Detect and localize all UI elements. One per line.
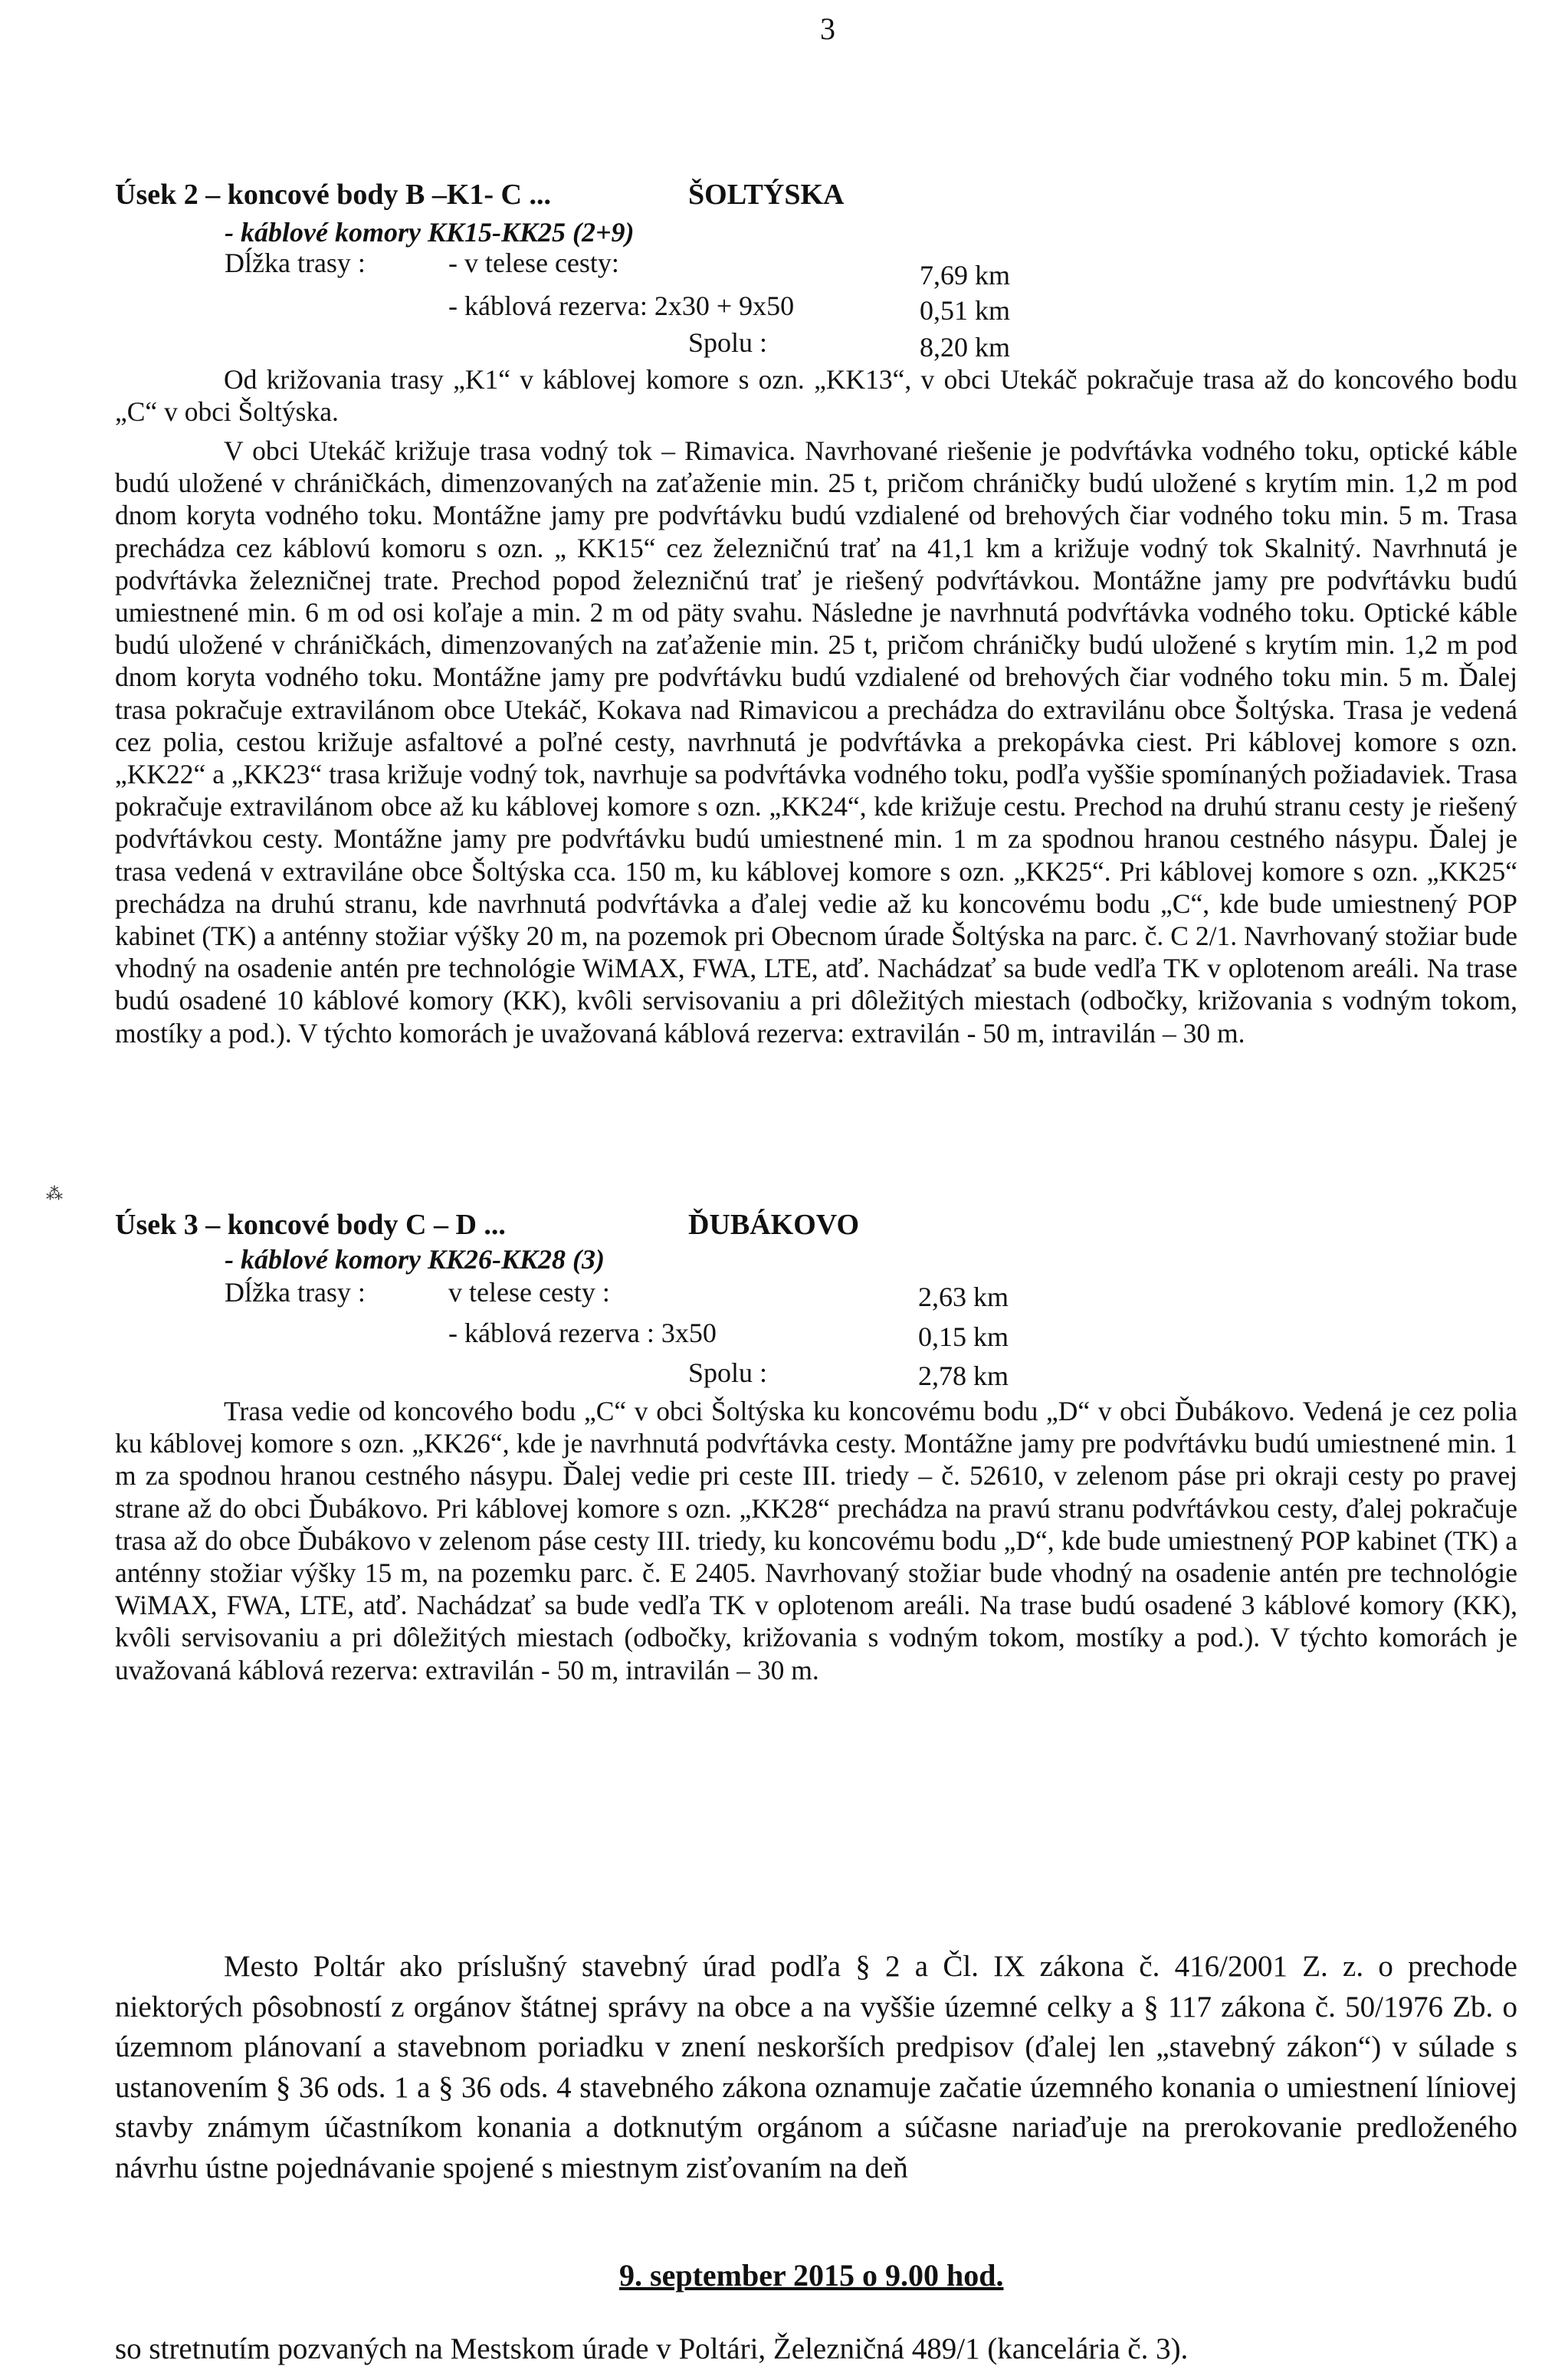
page-number: 3 [820,11,835,46]
hearing-date: 9. september 2015 o 9.00 hod. [619,2258,1004,2293]
section3-heading-text: Úsek 3 – koncové body C – D ... [115,1209,506,1241]
notice-paragraph [115,1947,1517,2188]
section3-length-label: Dĺžka trasy : [225,1277,366,1308]
section3-row2-value: 0,15 km [918,1321,1009,1352]
section3-total-value: 2,78 km [918,1360,1009,1391]
section3-row1-label: v telese cesty : [448,1277,610,1308]
section2-total-value: 8,20 km [920,332,1011,363]
section3-heading [115,1208,506,1242]
margin-mark: ⁂ [46,1184,63,1203]
section3-paragraph [115,1395,1517,1686]
section2-length-label: Dĺžka trasy : [225,248,366,278]
section3-row1-value: 2,63 km [918,1282,1009,1312]
section2-name: ŠOLTÝSKA [688,179,845,211]
section2-heading-text: Úsek 2 – koncové body B –K1- C ... [115,179,551,211]
section3-name: ĎUBÁKOVO [688,1209,860,1241]
hearing-location: so stretnutím pozvaných na Mestskom úrade v Poltári, Železničná 489/1 (kancelária č. 3). [115,2332,1189,2365]
section3-total-label: Spolu : [688,1357,768,1388]
section2-row1-label: - v telese cesty: [448,248,619,278]
section2-paragraph-1 [115,363,1517,428]
section2-row2-value: 0,51 km [920,295,1011,326]
section3-paragraph-text: Trasa vedie od koncového bodu „C“ v obci Šoltýska ku koncovému bodu „D“ v obci Ďubákovo. Vedená je cez polia ku káblovej komore s ozn. „KK26“, kde je navrhnutá podvŕtávka cesty. Montážne jamy pre podvŕtávku budú umiestnené min. 1 m za spodnou hranou cestného násypu. Ďalej vedie pri ceste III. triedy – č. 52610, v zelenom páse pri okraji cesty po pravej strane až do obci Ďubákovo. Pri káblovej komore s ozn. „KK28“ prechádza na pravú stranu podvŕtávkou cesty, ďalej pokračuje trasa až do obce Ďubákovo v zelenom páse cesty III. triedy, ku koncovému bodu „D“, kde bude umiestnený POP kabinet (TK) a anténny stožiar výšky 15 m, na pozemku parc. č. E 2405. Navrhovaný stožiar bude vhodný na osadenie antén pre technológie WiMAX, FWA, LTE, atď. Nachádzať sa bude vedľa TK v oplotenom areáli. Na trase budú osadené 3 káblové komory (KK), kvôli servisovaniu a pri dôležitých miestach (odbočky, križovania s vodným tokom, mostíky a pod.). V týchto komorách je uvažovaná káblová rezerva: extravilán - 50 m, intravilán – 30 m. [115,1396,1517,1685]
section2-row1-value: 7,69 km [920,260,1011,290]
section3-subheading: - káblové komory KK26-KK28 (3) [225,1244,605,1275]
section3-row2-label: - káblová rezerva : 3x50 [448,1318,717,1348]
section2-total-label: Spolu : [688,327,768,358]
section2-paragraph-2-text: V obci Utekáč križuje trasa vodný tok – Rimavica. Navrhované riešenie je podvŕtávka vodného toku, optické káble budú uložené v chráničkách, dimenzovaných na zaťaženie min. 25 t, pričom chráničky budú uložené s krytím min. 1,2 m pod dnom koryta vodného toku. Montážne jamy pre podvŕtávku budú vzdialené od brehových čiar vodného toku min. 5 m. Trasa prechádza cez káblovú komoru s ozn. „ KK15“ cez železničnú trať na 41,1 km a križuje vodný tok Skalnitý. Navrhnutá je podvŕtávka železničnej trate. Prechod popod železničnú trať je riešený podvŕtávkou. Montážne jamy pre podvŕtávku budú umiestnené min. 6 m od osi koľaje a min. 2 m od päty svahu. Následne je navrhnutá podvŕtávka vodného toku. Optické káble budú uložené v chráničkách, dimenzovaných na zaťaženie min. 25 t, pričom chráničky budú uložené s krytím min. 1,2 m pod dnom koryta vodného toku. Montážne jamy pre podvŕtávku budú vzdialené od brehových čiar vodného toku min. 5 m. Ďalej trasa pokračuje extravilánom obce Utekáč, Kokava nad Rimavicou a prechádza do extravilánu obce Šoltýska. Trasa je vedená cez polia, cestou križuje asfaltové a poľné cesty, navrhnutá je podvŕtávka a prekopávka ciest. Pri káblovej komore s ozn. „KK22“ a „KK23“ trasa križuje vodný tok, navrhuje sa podvŕtávka vodného toku, podľa vyššie spomínaných požiadaviek. Trasa pokračuje extravilánom obce až ku káblovej komore s ozn. „KK24“, kde križuje cestu. Prechod na druhú stranu cesty je riešený podvŕtávkou cesty. Montážne jamy pre podvŕtávku budú umiestnené min. 1 m za spodnou hranou cestného násypu. Ďalej je trasa vedená v extraviláne obce Šoltýska cca. 150 m, ku káblovej komore s ozn. „KK25“. Pri káblovej komore s ozn. „KK25“ prechádza na druhú stranu, kde navrhnutá podvŕtávka a ďalej vedie až ku koncovému bodu „C“, kde bude umiestnený POP kabinet (TK) a anténny stožiar výšky 20 m, na pozemok pri Obecnom úrade Šoltýska na parc. č. C 2/1. Navrhovaný stožiar bude vhodný na osadenie antén pre technológie WiMAX, FWA, LTE, atď. Nachádzať sa bude vedľa TK v oplotenom areáli. Na trase budú osadené 10 káblové komory (KK), kvôli servisovaniu a pri dôležitých miestach (odbočky, križovania s vodným tokom, mostíky a pod.). V týchto komorách je uvažovaná káblová rezerva: extravilán - 50 m, intravilán – 30 m. [115,435,1517,1049]
section2-paragraph-2 [115,435,1517,1049]
section2-row2-label: - káblová rezerva: 2x30 + 9x50 [448,290,795,321]
section2-subheading: - káblové komory KK15-KK25 (2+9) [225,217,635,248]
section2-heading [115,178,551,212]
notice-paragraph-text: Mesto Poltár ako príslušný stavebný úrad podľa § 2 a Čl. IX zákona č. 416/2001 Z. z. o prechode niektorých pôsobností z orgánov štátnej správy na obce a na vyššie územné celky a § 117 zákona č. 50/1976 Zb. o územnom plánovaní a stavebnom poriadku v znení neskorších predpisov (ďalej len „stavebný zákon“) v súlade s ustanovením § 36 ods. 1 a § 36 ods. 4 stavebného zákona oznamuje začatie územného konania o umiestnení líniovej stavby známym účastníkom konania a dotknutým orgánom a súčasne nariaďuje na prerokovanie predloženého návrhu ústne pojednávanie spojené s miestnym zisťovaním na deň [115,1950,1517,2184]
section2-paragraph-1-text: Od križovania trasy „K1“ v káblovej komore s ozn. „KK13“, v obci Utekáč pokračuje trasa až do koncového bodu „C“ v obci Šoltýska. [115,364,1517,428]
